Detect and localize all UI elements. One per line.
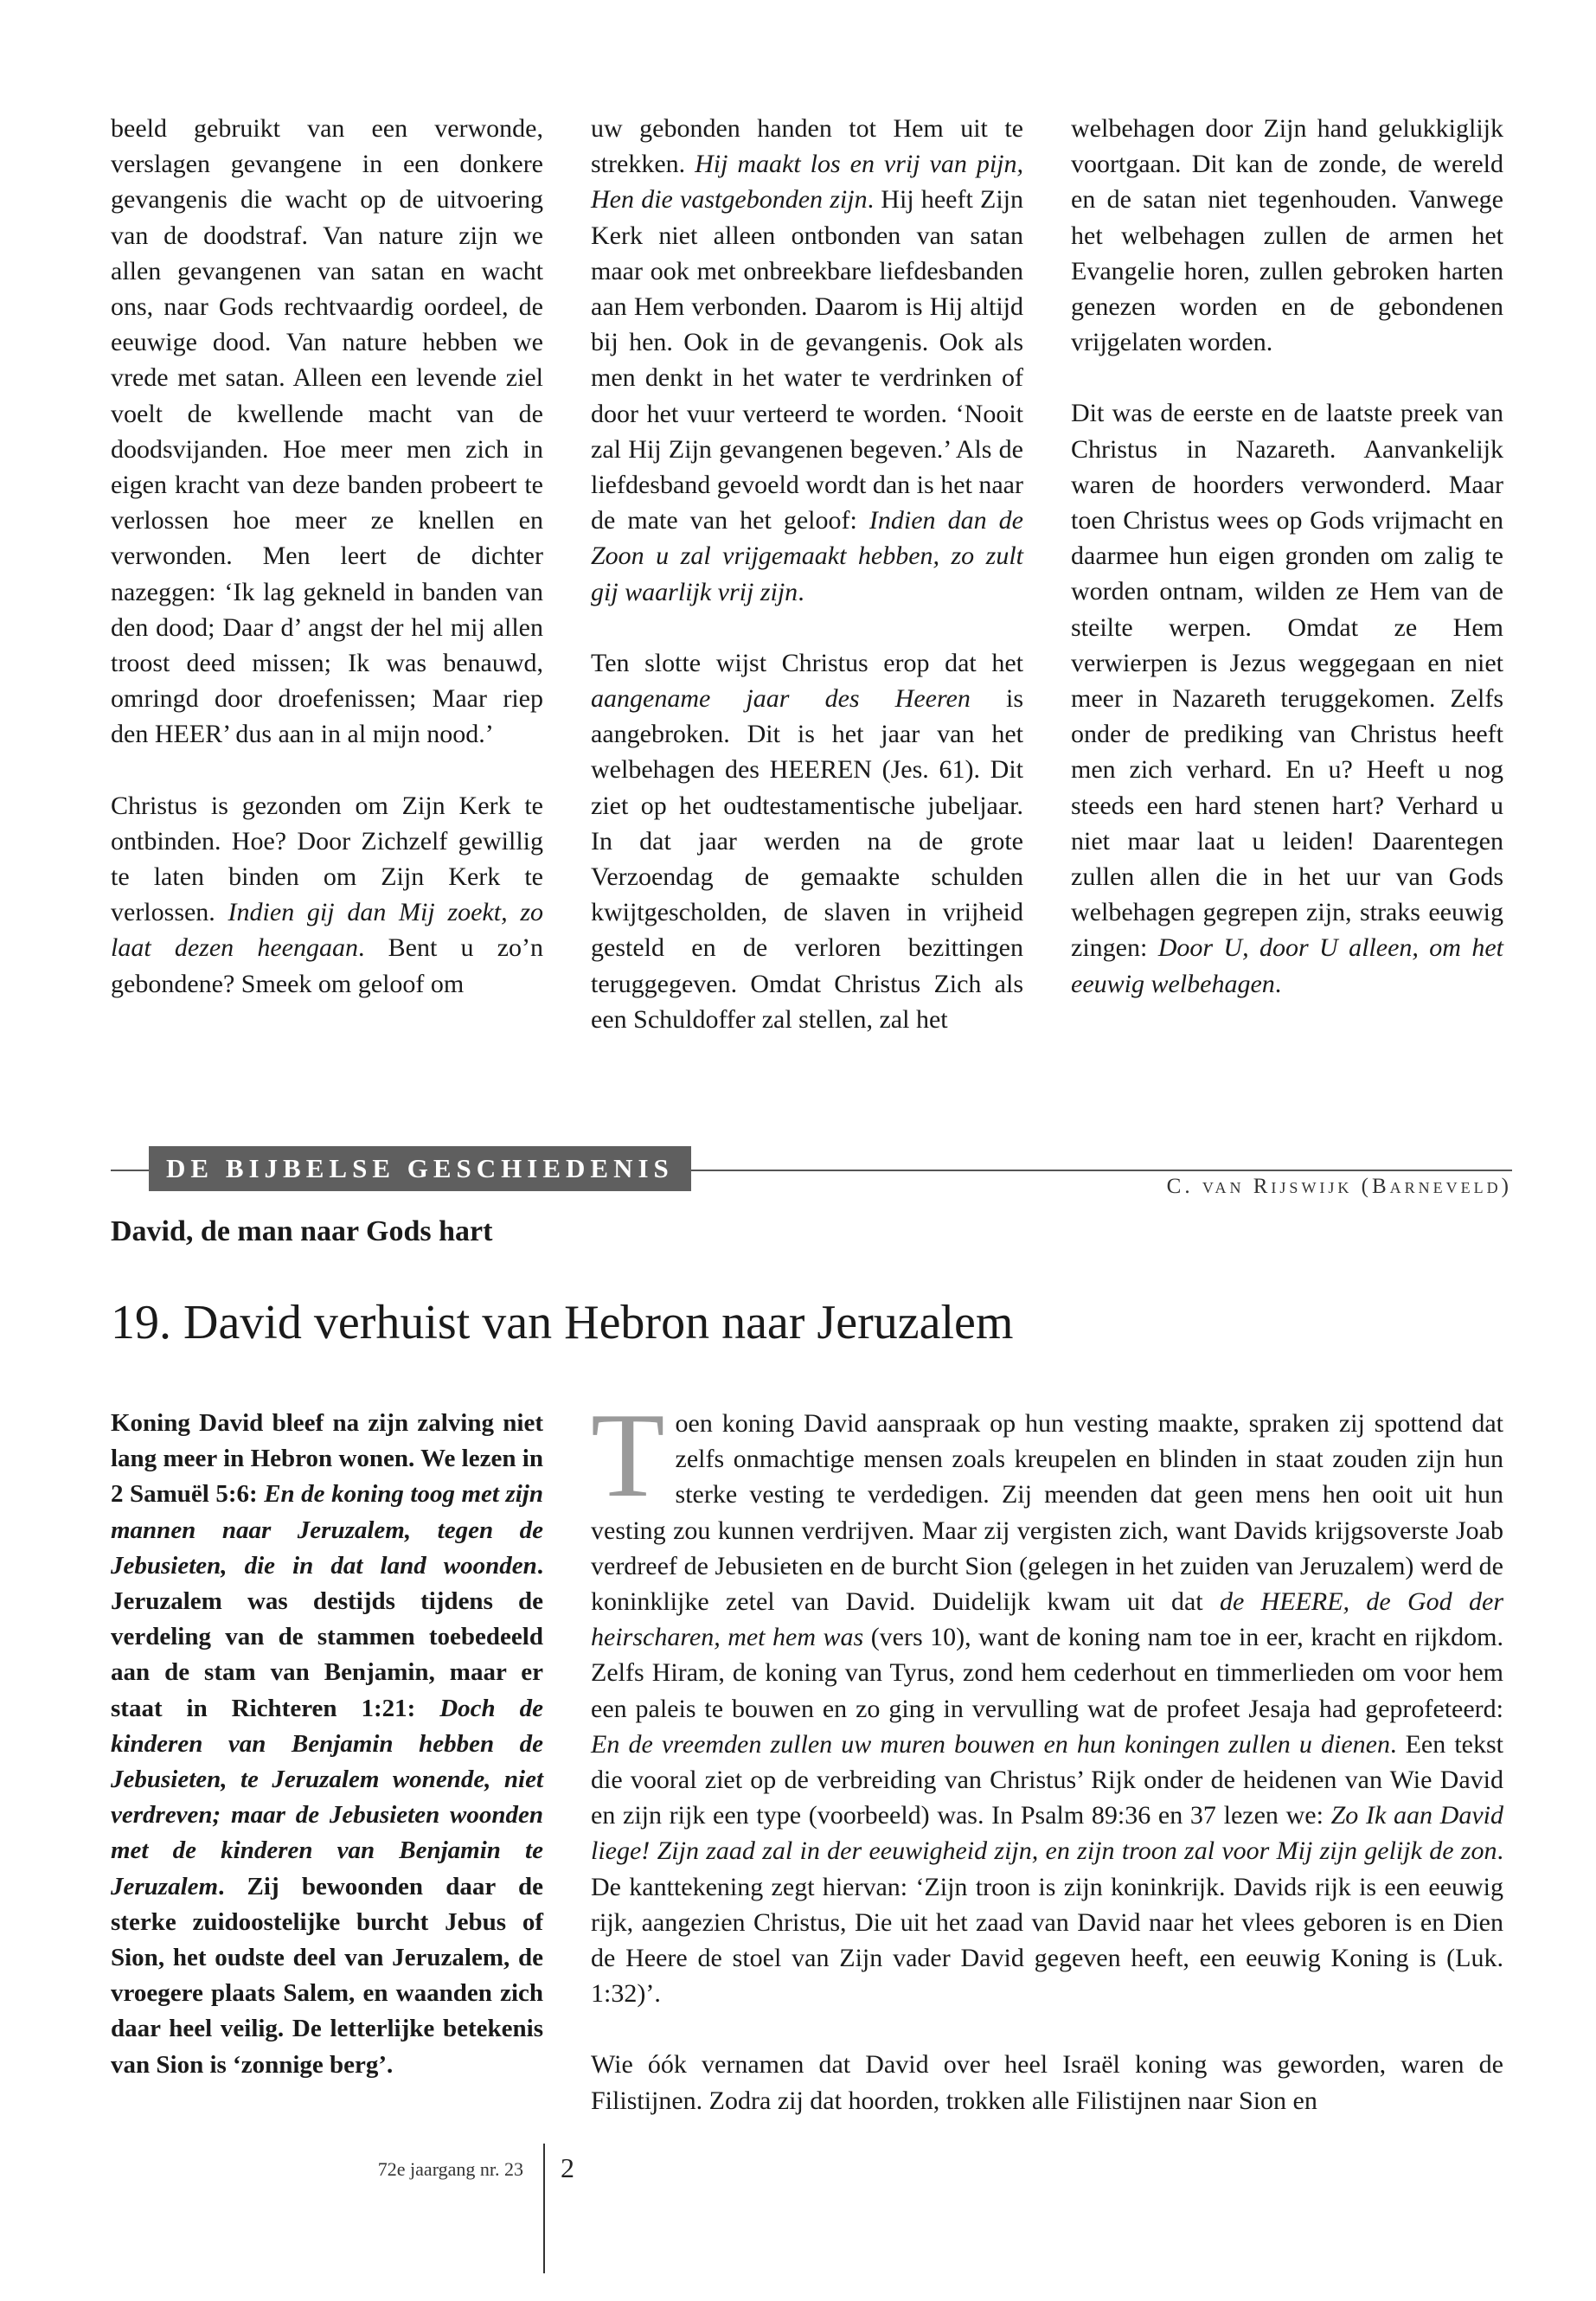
text-run: . Jeruzalem was destijds tijdens de verdeling van de stammen toebedeeld aan de stam van Benjamin, maar er staat in Richteren 1:21: — [111, 1551, 543, 1722]
text-run: oen koning David aanspraak op hun vesting maakte, spraken zij spottend dat zelfs onmachtige mensen zoals kreupelen en blinden in staat zouden zijn hun sterke vesting te verdedigen. Zij meenden dat geen mens hen ooit uit hun vesting zou kunnen verdrijven. Maar zij vergisten zich, want Davids krijgsoverste Joab verdreef de Jebusieten en de burcht Sion (gelegen in het zuiden van Jeruzalem) werd de koninklijke zetel van David. Duidelijk kwam uit dat — [591, 1409, 1503, 1617]
text-run: Koning David bleef na zijn zalving niet lang meer in Hebron wonen. We lezen in 2 Samuël 5:6: — [111, 1409, 543, 1509]
scripture-quote: Indien gij dan Mij zoekt, zo laat dezen heengaan — [111, 898, 543, 963]
column-3 — [1071, 111, 1503, 1037]
article-body — [591, 1388, 1503, 2154]
text-run: . Bent u zo’n gebondene? Smeek om geloof om — [111, 933, 544, 998]
col3-paragraph-1: welbehagen door Zijn hand gelukkiglijk voortgaan. Dit kan de zonde, de wereld en de satan niet tegenhouden. Vanwege het welbehagen zullen de armen het Evangelie horen, zullen gebroken harten genezen worden en de gebondenen vrijgelaten worden. — [1071, 114, 1503, 357]
text-run: . Zij bewoonden daar de sterke zuidoostelijke burcht Jebus of Sion, het oudste deel van Jeruzalem, de vroegere plaats Salem, en waanden zich daar heel veilig. De letterlijke betekenis van Sion is ‘zonnige berg’. — [111, 1872, 543, 2079]
scripture-quote: En de koning toog met zijn mannen naar Jeruzalem, tegen de Jebusieten, die in dat land woonden — [111, 1480, 543, 1580]
scripture-quote: Zo Ik aan David liege! Zijn zaad zal in der eeuwigheid zijn, en zijn troon zal voor Mij zijn gelijk de zon — [591, 1801, 1503, 1866]
text-run: . De kanttekening zegt hiervan: ‘Zijn troon is zijn koninkrijk. Davids rijk is een eeuwig rijk, aangezien Christus, Die uit het zaad van David naar het vlees geboren is en Dien de Heere de stoel van Zijn vader David gegeven heeft, een eeuwig Koning is (Luk. 1:32)’. — [591, 1836, 1503, 2009]
col2-paragraph-1 — [591, 111, 1023, 610]
text-run: . Een tekst die vooral ziet op de verbreiding van Christus’ Rijk onder de heidenen van Wie David en zijn rijk een type (voorbeeld) was. In Psalm 89:36 en 37 lezen we: — [591, 1729, 1503, 1830]
col1-paragraph-2 — [111, 788, 543, 1002]
text-run: uw gebonden handen tot Hem uit te strekken. — [591, 114, 1023, 179]
text-run: . Hij heeft Zijn Kerk niet alleen ontbonden van satan maar ook met onbreekbare liefdesbanden aan Hem verbonden. Daarom is Hij altijd bij hen. Ook in de gevangenis. Ook als men denkt in het water te verdrinken of door het vuur verteerd te worden. ‘Nooit zal Hij Zijn gevangenen begeven.’ Als de liefdesband gevoeld wordt dan is het naar de mate van het geloof: — [591, 185, 1023, 535]
series-title: David, de man naar Gods hart — [111, 1215, 493, 1247]
page-number: 2 — [561, 2152, 574, 2183]
scripture-quote: aangename jaar des Heeren — [591, 684, 971, 714]
text-run: . — [1274, 969, 1282, 998]
column-1 — [111, 111, 543, 1037]
scripture-quote: Door U, door U alleen, om het eeuwig welbehagen — [1071, 933, 1503, 998]
text-run: is aangebroken. Dit is het jaar van het welbehagen des HEEREN (Jes. 61). Dit ziet op het oudtestamentische jubeljaar. In dat jaar werden na de grote Verzoendag de gemaakte schulden kwijtgescholden, de slaven in vrijheid gesteld en de verloren bezittingen teruggegeven. Omdat Christus Zich als een Schuldoffer zal stellen, zal het — [591, 684, 1023, 1034]
section-rubric: DE BIJBELSE GESCHIEDENIS — [149, 1146, 691, 1191]
body-paragraph-2: Wie óók vernamen dat David over heel Israël koning was geworden, waren de Filistijnen. Zodra zij dat hoorden, trokken alle Filistijnen naar Sion en — [591, 2050, 1503, 2115]
scripture-quote: Doch de kinderen van Benjamin hebben de Jebusieten, te Jeruzalem wonende, niet verdreven; maar de Jebusieten woonden met de kinderen van Benjamin te Jeruzalem — [111, 1694, 543, 1900]
text-run: Christus is gezonden om Zijn Kerk te ontbinden. Hoe? Door Zichzelf gewillig te laten binden om Zijn Kerk te verlossen. — [111, 791, 543, 927]
text-run: Dit was de eerste en de laatste preek van Christus in Nazareth. Aanvankelijk waren de hoorders verwonderd. Maar toen Christus wees op Gods vrijmacht en daarmee hun eigen gronden om zalig te worden ontnam, wilden ze Hem van de steilte werpen. Omdat ze Hem verwierpen is Jezus weggegaan en niet meer in Nazareth teruggekomen. Zelfs onder de prediking van Christus heeft men zich verhard. En u? Heeft u nog steeds een hard stenen hart? Verhard u niet maar laat u leiden! Daarentegen zullen allen die in het uur van Gods welbehagen gegrepen zijn, straks eeuwig zingen: — [1071, 399, 1503, 963]
scripture-quote: Hij maakt los en vrij van pijn, Hen die vastgebonden zijn — [591, 150, 1023, 215]
issue-number: 72e jaargang nr. 23 — [377, 2158, 523, 2180]
article-lead — [111, 1406, 543, 2083]
col3-paragraph-2 — [1071, 395, 1503, 1001]
drop-cap: T — [591, 1388, 665, 1522]
column-2 — [591, 111, 1023, 1073]
col1-paragraph-1: beeld gebruikt van een verwonde, verslagen gevangene in een donkere gevangenis die wacht op de uitvoering van de doodstraf. Van nature zijn we allen gevangenen van satan en wacht ons, naar Gods rechtvaardig oordeel, de eeuwige dood. Van nature hebben we vrede met satan. Alleen een levende ziel voelt de kwellende macht van de doodsvijanden. Hoe meer men zich in eigen kracht van deze banden probeert te verlossen hoe meer ze knellen en verwonden. Men leert de dichter nazeggen: ‘Ik lag gekneld in banden van den dood; Daar d’ angst der hel mij allen troost deed missen; Ik was benauwd, omringd door droefenissen; Maar riep den HEER’ dus aan in al mijn nood.’ — [111, 114, 543, 749]
text-run: . — [798, 577, 804, 606]
scripture-quote: Indien dan de Zoon u zal vrijgemaakt hebben, zo zult gij waarlijk vrij zijn — [591, 506, 1023, 606]
col2-paragraph-2 — [591, 645, 1023, 1037]
text-run: Ten slotte wijst Christus erop dat het — [591, 648, 1023, 677]
body-paragraph-1 — [591, 1388, 1503, 2011]
article-title: 19. David verhuist van Hebron naar Jeruzalem — [111, 1296, 1014, 1349]
text-run: (vers 10), want de koning nam toe in eer, kracht en rijkdom. Zelfs Hiram, de koning van Tyrus, zond hem cederhout en timmerlieden om voor hem een paleis te bouwen en zo ging in vervulling wat de profeet Jesaja had geprofeteerd: — [591, 1623, 1503, 1723]
scripture-quote: de HEERE, de God der heirscharen, met hem was — [591, 1587, 1503, 1652]
footer-divider — [543, 2144, 545, 2273]
author-byline: C. van Rijswijk (Barneveld) — [1166, 1175, 1512, 1198]
scripture-quote: En de vreemden zullen uw muren bouwen en hun koningen zullen u dienen — [591, 1729, 1390, 1759]
